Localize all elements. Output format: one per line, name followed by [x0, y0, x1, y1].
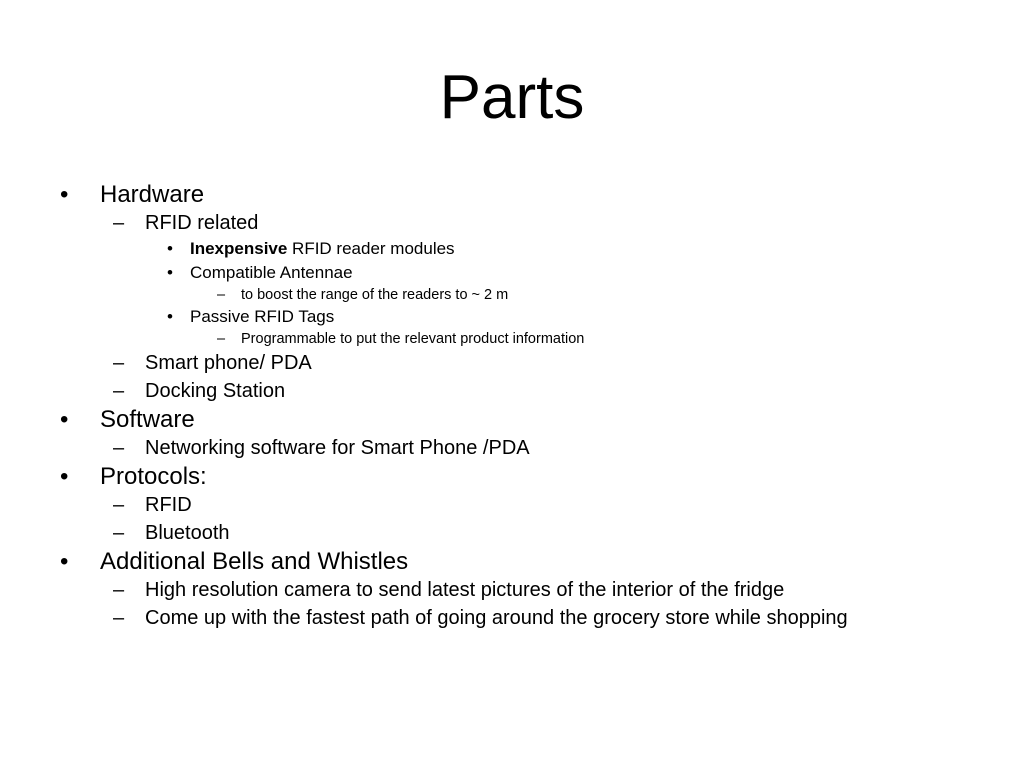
dash-marker: – — [113, 437, 125, 459]
software-label: Software — [100, 406, 195, 433]
reader-modules-rest: RFID reader modules — [287, 239, 455, 258]
rfid-label: RFID — [145, 494, 192, 516]
slide-title: Parts — [439, 63, 585, 132]
bullet-marker: • — [60, 463, 69, 490]
list-item-protocols — [0, 462, 1024, 491]
extras-label: Additional Bells and Whistles — [100, 548, 409, 575]
bullet-marker: • — [167, 307, 173, 326]
reader-modules-emphasis: Inexpensive — [190, 239, 288, 258]
protocols-label: Protocols: — [100, 463, 207, 490]
bullet-marker: • — [60, 406, 69, 433]
dash-marker: – — [217, 331, 226, 347]
bullet-list — [0, 180, 1024, 632]
dash-marker: – — [113, 380, 125, 402]
hardware-label: Hardware — [100, 181, 205, 208]
list-item-docking-station — [0, 377, 1024, 405]
list-item-software — [0, 405, 1024, 434]
docking-station-label: Docking Station — [145, 380, 286, 402]
dash-marker: – — [113, 522, 125, 544]
list-item-smart-phone — [0, 349, 1024, 377]
bullet-marker: • — [60, 181, 69, 208]
list-item-camera — [0, 576, 1024, 604]
list-item-extras — [0, 547, 1024, 576]
dash-marker: – — [113, 579, 125, 601]
list-item-tags — [0, 305, 1024, 329]
rfid-related-label: RFID related — [145, 212, 259, 234]
dash-marker: – — [113, 607, 125, 629]
fastest-path-label: Come up with the fastest path of going around the grocery store while shopping — [145, 607, 848, 629]
list-item-rfid-related — [0, 209, 1024, 237]
list-item-antennae — [0, 261, 1024, 285]
list-item-tags-detail — [0, 329, 1024, 349]
bullet-marker: • — [167, 239, 173, 258]
list-item-rfid — [0, 491, 1024, 519]
dash-marker: – — [113, 212, 125, 234]
dash-marker: – — [217, 287, 226, 303]
list-item-reader-modules — [0, 237, 1024, 261]
smart-phone-label: Smart phone/ PDA — [145, 352, 312, 374]
bullet-marker: • — [167, 263, 173, 282]
tags-detail: Programmable to put the relevant product information — [241, 331, 585, 347]
networking-label: Networking software for Smart Phone /PDA — [145, 437, 530, 459]
antennae-detail: to boost the range of the readers to ~ 2 m — [241, 287, 509, 303]
list-item-fastest-path — [0, 604, 1024, 632]
dash-marker: – — [113, 352, 125, 374]
list-item-networking — [0, 434, 1024, 462]
bullet-marker: • — [60, 548, 69, 575]
list-item-bluetooth — [0, 519, 1024, 547]
dash-marker: – — [113, 494, 125, 516]
antennae-label: Compatible Antennae — [190, 263, 353, 282]
reader-modules-text — [190, 237, 455, 261]
list-item-hardware — [0, 180, 1024, 209]
tags-label: Passive RFID Tags — [190, 307, 335, 326]
list-item-antennae-detail — [0, 285, 1024, 305]
bluetooth-label: Bluetooth — [145, 522, 230, 544]
camera-label: High resolution camera to send latest pictures of the interior of the fridge — [145, 579, 785, 601]
